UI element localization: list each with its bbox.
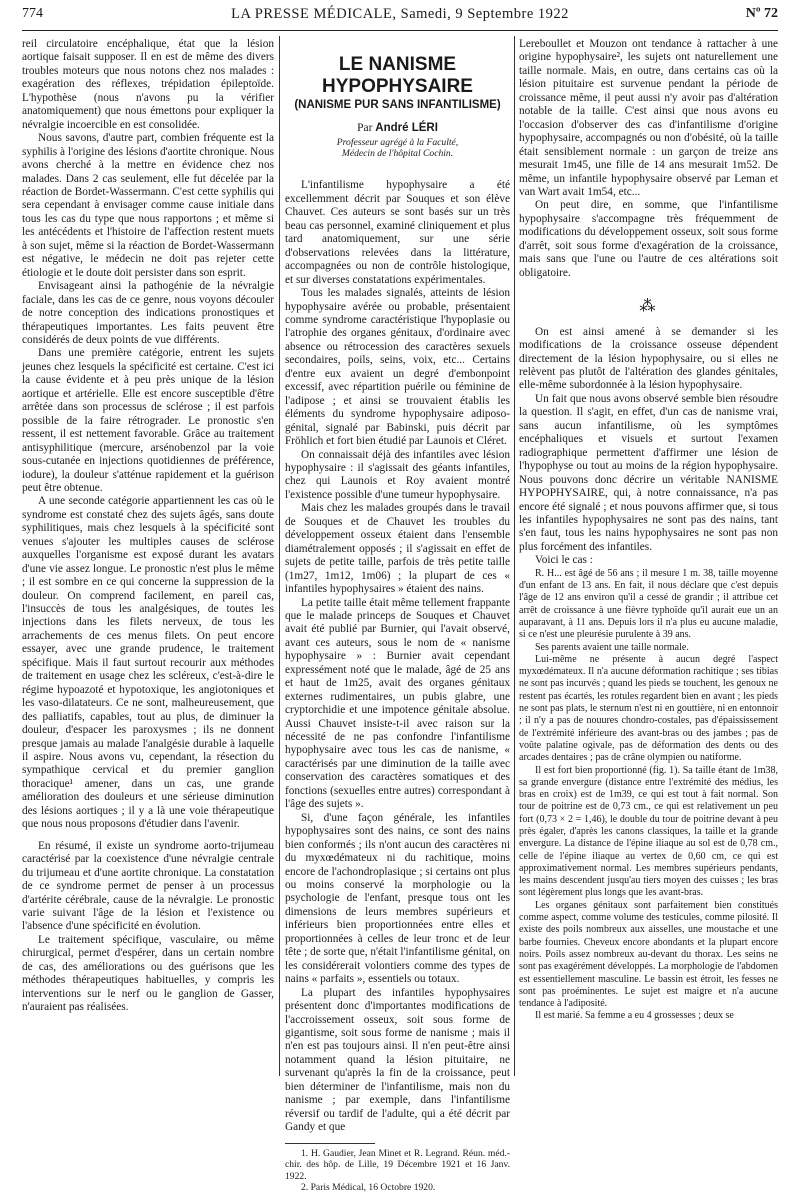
author-prefix: Par [357,122,373,134]
column-divider-1 [279,36,280,1076]
affiliation-line: Médecin de l'hôpital Cochin. [341,148,454,160]
section-separator: ⁂ [639,298,658,316]
case-paragraph: Ses parents avaient une taille normale. [535,641,689,653]
column-divider-2 [514,36,515,1076]
paragraph: La petite taille était même tellement frappante que le malade princeps de Souques et Chauvet avait été publié par Burnier, qui l'avait observé, avant ces auteurs, sous le nom de « nanisme hypophysaire » : Burnier avait cependant expressément noté que le malade, âgé de 25 ans et haut de 1m25, avait des organes génitaux externes rudimentaires, un pubis glabre, une cryptorchidie et une impotence génitale absolue. Aussi Chauvet insiste-t-il avec raison sur la nécessité de ne pas confondre l'infantilisme hypophysaire avec tous les cas de nanisme, « caractérisés par une diminution de la taille avec conservation des caractères somatiques et des fonctions (sexuelles entre autres) correspondant à l'âge des sujets ». [285,596,510,811]
footnote: 2. Paris Médical, 16 Octobre 1920. [301,1182,436,1194]
case-paragraph: Lui-même ne présente à aucun degré l'aspect myxœdémateux. Il n'a aucune déformation rachitique ; ses tibias ne sont pas incurvés ; quand les pieds se touchent, les genoux ne restent pas écartés, les rotules regardent bien en avant ; les pieds ne sont pas plats, le sternum n'est ni en gouttière, ni en entonnoir ; il n'y a pas de nouures chondro-costales, pas d'épaississement de l'extrémité inférieure des avant-bras ou des jambes ; pas de voûte palatine ogivale, pas de déformation des dents ou des arcades dentaires ; pas de crâne olympien ou natiforme. [519,653,778,764]
journal-title: LA PRESSE MÉDICALE, Samedi, 9 Septembre 1922 [231,6,569,22]
page-number: 774 [22,6,43,21]
paragraph: Tous les malades signalés, atteints de lésion hypophysaire avérée ou probable, présentaient comme syndrome caractéristique l'hypoplasie ou l'atrophie des organes génitaux, d'ordinaire avec absence ou rétrocession des caractères sexuels secondaires, poils, seins, voix, etc... Certains d'entre eux avaient un degré d'embonpoint excessif, avec répartition puérile ou féminine de l'adipose ; et ainsi se trouvaient établis les éléments du syndrome hypophysaire adiposo-génital, signalé par Babinski, puis décrit par Fröhlich et fort bien étudié par Launois et Cléret. [285,287,510,448]
case-paragraph: Les organes génitaux sont parfaitement bien constitués comme aspect, comme volume des testicules, comme pilosité. Il existe des poils nombreux aux aisselles, une moustache et une barbe fournies. Cheveux encore abondants et la plupart encore noirs. Poils assez nombreux au-devant du thorax. Les seins ne sont pas exagérément développés. La morphologie de l'abdomen est essentiellement masculine. Le bassin est étroit, les fesses ne sont pas proéminentes. Le sujet est maigre et n'a aucune tendance à l'adiposité. [519,899,778,1010]
affiliation-line: Professeur agrégé à la Faculté, [336,137,459,149]
author-name: André LÉRI [375,122,438,134]
author-affiliation [285,137,510,159]
paragraph: Voici le cas : [535,554,593,567]
paragraph: Dans une première catégorie, entrent les sujets jeunes chez lesquels la spécificité est certaine. C'est ici la cause évidente et à peu près unique de la lésion aortique et artérielle. Elle est encore susceptible d'être arrêtée dans son processus de sclérose ; il est parfois possible de la faire rétrograder. Le pronostic s'en ressent, il est nettement favorable. Grâce au traitement antisyphilitique (mercure, arsénobenzol par la voie sous-cutanée en injections quotidiennes de préférence, iodure), la douleur s'atténue rapidement et la guérison peut être obtenue. [22,347,274,494]
paragraph: A une seconde catégorie appartiennent les cas où le syndrome est constaté chez des sujets âgés, sans doute syphilitiques, mais chez lesquels à la spécificité sont venues s'ajouter les multiples causes de sclérose auxquelles l'organisme est exposé durant les avatars d'une vie assez longue. Le pronostic n'est plus le même ; il est sombre en ce qui concerne la suppression de la douleur. On comprend facilement, en pareil cas, l'insuccès de tous les analgésiques, de toutes les injections dans les filets nerveux, de tous les arrachements de ces menus filets. On peut encore essayer, avec une grande prudence, le traitement spécifique. Mais il faut surtout recourir aux méthodes de traitement en usage chez les scléreux, c'est-à-dire le régime hypoazoté et hypotoxique, les angiotoniques et les vaso-dilatateurs. Ce ne sont, malheureusement, que des palliatifs, capables, tout au plus, de diminuer la douleur, d'espacer les paroxysmes ; ils ne donnent presque jamais au malade l'analgésie durable à laquelle il aspire. Nous avons vu, cependant, la résection du sympathique cervical et du premier ganglion thoracique¹ amener, dans un cas, une grande amélioration des douleurs et une sérieuse diminution des lésions aortiques ; il y a là une voie thérapeutique que nous nous proposons d'étudier dans l'avenir. [22,495,274,831]
paragraph: Nous savons, d'autre part, combien fréquente est la syphilis à l'origine des lésions d'aortite chronique. Nous avons cherché à la mettre en évidence chez nos malades. Dans 2 cas seulement, elle fut décelée par la réaction de Bordet-Wassermann. C'est cette syphilis qui sera cependant à envisager comme cause initiale dans tous les cas du type que nous rapportons ; et même si les antécédents et l'histoire de l'affection restent muets à son sujet, même si la réaction de Bordet-Wassermann est négative, le médecin ne doit pas rejeter cette étiologie et le doute doit persister dans son esprit. [22,132,274,279]
case-paragraph: R. H... est âgé de 56 ans ; il mesure 1 m. 38, taille moyenne d'un enfant de 13 ans. En fait, il nous déclare que c'est depuis l'âge de 12 ans environ qu'il a cessé de grandir ; il attribue cet arrêt de croissance à une fièvre typhoïde qu'il aurait eue un an auparavant, à 11 ans. Depuis lors il n'a plus eu aucune maladie, si ce n'est une pleurésie purulente à 39 ans. [519,567,778,641]
paragraph: Mais chez les malades groupés dans le travail de Souques et de Chauvet les troubles du développement osseux étaient dans l'ensemble diamétralement opposés ; il s'agissait en effet de sujets de petite taille, parfois de très petite taille (1m27, 1m12, 1m06) ; la plupart de ces « infantiles hypophysaires » étaient des nains. [285,502,510,596]
paragraph: Un fait que nous avons observé semble bien résoudre la question. Il s'agit, en effet, d'un cas de nanisme vrai, sans aucun infantilisme, où les symptômes encéphaliques et visuels et surtout l'examen radiographique permettent d'affirmer une lésion de l'hypophyse ou tout au moins de la région hypophysaire. Nous pouvons donc décrire un véritable NANISME HYPOPHYSAIRE, qui, à notre connaissance, n'a pas encore été signalé ; et nous pouvons affirmer que, si tous les infantiles hypophysaires ne sont pas des nains, tant s'en faut, tous les nains hypophysaires ne sont pas non plus forcément des infantiles. [519,392,778,553]
footnote-rule [285,1143,375,1144]
paragraph: Si, d'une façon générale, les infantiles hypophysaires sont des nains, ce sont des nains bien conformés ; ils n'ont aucun des caractères ni du myxœdémateux ni du rachitique, moins encore de l'achondroplasique ; si certains ont plus ou moins conservé la morphologie ou la psychologie de l'enfant, presque tous ont les dimensions de leurs membres supérieurs et inférieurs bien proportionnées entre elles et proportionnées à celles de leur tronc et de leur tête ; de sorte que, n'était l'infantilisme génital, on les considérerait volontiers comme des types de nains « parfaits », essentiels ou totaux. [285,811,510,986]
paragraph: On peut dire, en somme, que l'infantilisme hypophysaire s'accompagne très fréquemment de modifications du développement osseux, soit sous forme d'arrêt, soit sous forme d'exagération de la croissance, mais sans que l'une ou l'autre de ces altérations soit obligatoire. [519,199,778,279]
article-title: LE NANISME HYPOPHYSAIRE [322,54,473,97]
paragraph: reil circulatoire encéphalique, état que la lésion aortique faisait supposer. Il en est de même des divers troubles moteurs que nous notons chez nos malades : exagération des réflexes, trépidation épileptoïde. L'hypothèse (nous n'avons pu la vérifier anatomiquement) que nous émettons pour expliquer la névralgie incoercible en est consolidée. [22,38,274,131]
article-subtitle: (NANISME PUR SANS INFANTILISME) [294,99,501,111]
paragraph: On est ainsi amené à se demander si les modifications de la croissance osseuse dépendent directement de la lésion hypophysaire, ou si elles ne relèvent pas plutôt de l'altération des glandes génitales, elle-même subordonnée à la lésion hypophysaire. [519,325,778,392]
paragraph: Le traitement spécifique, vasculaire, ou même chirurgical, permet d'espérer, dans un certain nombre de cas, des améliorations ou des guérisons que les méthodes thérapeutiques habituelles, y compris les interventions sur le nerf ou le ganglion de Gasser, n'auraient pas réalisées. [22,933,274,1014]
case-paragraph: Il est marié. Sa femme a eu 4 grossesses ; deux se [535,1010,734,1022]
header-rule [22,30,778,31]
paragraph: Envisageant ainsi la pathogénie de la névralgie faciale, dans les cas de ce genre, nous voyons découler de notre conception des indications pronostiques et thérapeutiques importantes. Les faits peuvent être considérés de deux points de vue différents. [22,280,274,346]
paragraph: La plupart des infantiles hypophysaires présentent donc d'importantes modifications de l'accroissement osseux, soit sous forme de gigantisme, soit sous forme de nanisme ; mais il n'en est pas toujours ainsi. Il n'en peut-être ainsi notamment quand la lésion pituitaire, ne survenant qu'après la fin de la croissance, peut bien déterminer de l'infantilisme, mais non du nanisme ; par exemple, dans l'infantilisme réversif ou tardif de l'adulte, qui a été décrit par Gandy et que [285,986,510,1134]
column-3 [519,38,778,1023]
case-paragraph: Il est fort bien proportionné (fig. 1). Sa taille étant de 1m38, sa grande envergure (distance entre l'extrémité des médius, les bras en croix) est de 1m39, ce qui est tout à fait normal. Son tour de poitrine est de 0,73 cm., ce qui est relativement un peu fort (0,73 × 2 = 1,46), le double du tour de poitrine devant à peu près égaler, d'après les canons classiques, la taille et la grande envergure. La distance de l'épine iliaque au sol est de 0,78 cm., celle de l'épine iliaque au vertex de 0,60 cm, ce qui est approximativement normal. Les membres supérieurs pendants, les mains descendent jusqu'au tiers moyen des cuisses ; les bras sont légèrement plus longs que les avant-bras. [519,764,778,899]
issue-number: Nº 72 [745,6,778,21]
paragraph: Lereboullet et Mouzon ont tendance à rattacher à une origine hypophysaire², les sujets ont naturellement une taille normale. Mais, en outre, dans certains cas où la lésion pituitaire est survenue pendant la période de croissance même, il peut aussi n'y avoir pas d'altération notable de la taille. C'est ainsi que nous avons eu l'occasion d'observer des cas d'infantilisme d'origine hypophysaire, accompagnés ou non d'obésité, où la taille était sensiblement normale : un garçon de treize ans mesurait 1m45, une fille de 14 ans mesurait 1m52. De même, un infantile hypophysaire observé par Leman et van Wart avait 1m54, etc... [519,38,778,198]
footnote: 1. H. Gaudier, Jean Minet et R. Legrand. Réun. méd.-chir. des hôp. de Lille, 19 Décembre 1921 et 16 Janv. 1922. [285,1147,510,1182]
article-author [285,122,510,135]
case-report [519,568,778,1023]
paragraph: En résumé, il existe un syndrome aorto-trijumeau caractérisé par la coexistence d'une névralgie centrale du trijumeau et d'une aortite chronique. La constatation de ce syndrome permet de penser à un processus d'artérite cérébrale, cause de la névralgie. Le pronostic varie suivant l'âge de la lésion et l'existence ou l'absence d'une spécificité en évolution. [22,839,274,933]
running-header [22,6,778,28]
column-1 [22,38,274,1015]
column-2 [285,38,510,1194]
paragraph: L'infantilisme hypophysaire a été excellemment décrit par Souques et son élève Chauvet. Ces auteurs se sont basés sur un très beau cas personnel, examiné cliniquement et plus tard anatomiquement, sur une série d'observations relevées dans la littérature, accompagnées ou non de contrôle histologique, et sur diverses constatations expérimentales. [285,179,510,286]
paragraph: On connaissait déjà des infantiles avec lésion hypophysaire : il s'agissait des géants infantiles, chez qui Launois et Roy avaient montré l'existence possible d'une tumeur hypophysaire. [285,448,510,501]
